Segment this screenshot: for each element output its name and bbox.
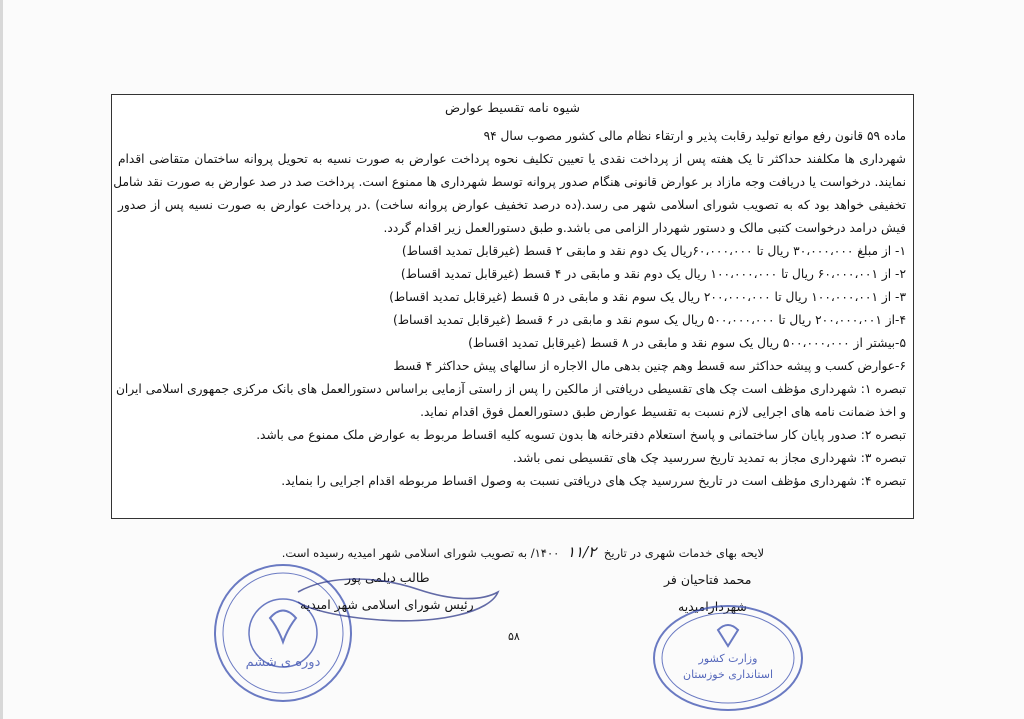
paragraph-line: شهرداری ها مکلفند حداکثر تا یک هفته پس از پرداخت نقدی یا تعیین تکلیف نحوه پرداخت عوارض به صورت نسیه به تحویل پروانه ساختمان متقاضی اقدام xyxy=(118,152,906,166)
mayor-title: شهردارامیدیه xyxy=(678,599,747,614)
paragraph-line: فیش درامد درخواست کتبی مالک و دستور شهردار الزامی می باشد.و طبق دستورالعمل زیر اقدام گردد. xyxy=(383,221,906,235)
paragraph-line: نمایند. درخواست یا دریافت وجه مازاد بر عوارض قانونی هنگام صدور پروانه توسط شهرداری ها ممنوع است. پرداخت صد در صد عوارض به صورت نقد شامل xyxy=(113,175,906,189)
list-item: ۳- از ۱۰۰،۰۰۰،۰۰۱ ریال تا ۲۰۰،۰۰۰،۰۰۰ ریال یک سوم نقد و مابقی در ۵ قسط (غیرقابل تمدید اقساط) xyxy=(389,290,906,304)
note-line: و اخذ ضمانت نامه های اجرایی لازم نسبت به تقسیط عوارض طبق دستورالعمل فوق اقدام نماید. xyxy=(420,405,906,419)
paragraph-line: ماده ۵۹ قانون رفع موانع تولید رقابت پذیر و ارتقاء نظام مالی کشور مصوب سال ۹۴ xyxy=(483,129,906,143)
note-line: تبصره ۱: شهرداری مؤظف است چک های تقسیطی دریافتی از مالکین را پس از راستی آزمایی براساس دستورالعمل های بانک مرکزی جمهوری اسلامی ایران xyxy=(115,382,906,396)
list-item: ۶-عوارض کسب و پیشه حداکثر سه قسط وهم چنین بدهی مال الاجاره از سالهای پیش حداکثر ۴ قسط xyxy=(393,359,906,373)
list-item: ۱- از مبلغ ۳۰،۰۰۰،۰۰۰ ریال تا ۶۰،۰۰۰،۰۰۰ریال یک دوم نقد و مابقی ۲ قسط (غیرقابل تمدید اقساط) xyxy=(401,244,906,258)
note-line: تبصره ۴: شهرداری مؤظف است در تاریخ سررسید چک های دریافتی نسبت به وصول اقساط مربوطه اقدام اجرایی را بنماید. xyxy=(281,474,906,488)
mayor-name: محمد فتاحیان فر xyxy=(664,572,752,587)
paragraph-line: تخفیفی خواهد بود که به تصویب شورای اسلامی شهر می رسد.(ده درصد تخفیف عوارض پروانه ساخت) .در پرداخت عوارض به صورت نسیه پس از صدور xyxy=(118,198,906,212)
approval-note-end: ۱۴۰۰/ به تصویب شورای اسلامی شهر امیدیه رسیده است. xyxy=(281,546,560,560)
list-item: ۵-بیشتر از ۵۰۰،۰۰۰،۰۰۰ ریال یک سوم نقد و مابقی در ۸ قسط (غیرقابل تمدید اقساط) xyxy=(468,336,906,350)
approval-date: ۱۱/۲ xyxy=(567,543,597,561)
svg-text:دوره ی ششم: دوره ی ششم xyxy=(245,655,321,670)
page-number: ۵۸ xyxy=(508,630,520,643)
svg-text:وزارت کشور: وزارت کشور xyxy=(698,652,758,665)
council-head-name: طالب دیلمی پور xyxy=(345,570,430,585)
municipality-stamp xyxy=(648,600,808,715)
list-item: ۴-از ۲۰۰،۰۰۰،۰۰۱ ریال تا ۵۰۰،۰۰۰،۰۰۰ ریال یک سوم نقد و مابقی در ۶ قسط (غیرقابل تمدید اقساط) xyxy=(392,313,906,327)
council-signature xyxy=(290,572,505,632)
document-title: شیوه نامه تقسیط عوارض xyxy=(445,100,580,115)
list-item: ۲- از ۶۰،۰۰۰،۰۰۱ ریال تا ۱۰۰،۰۰۰،۰۰۰ ریال یک دوم نقد و مابقی در ۴ قسط (غیرقابل تمدید اقساط) xyxy=(400,267,906,281)
svg-text:استانداری خوزستان: استانداری خوزستان xyxy=(682,668,774,681)
note-line: تبصره ۲: صدور پایان کار ساختمانی و پاسخ استعلام دفترخانه ها بدون تسویه کلیه اقساط مربوط به عوارض ملک ممنوع می باشد. xyxy=(256,428,906,442)
note-line: تبصره ۳: شهرداری مجاز به تمدید تاریخ سررسید چک های تقسیطی نمی باشد. xyxy=(512,451,906,465)
approval-note-start: لایحه بهای خدمات شهری در تاریخ xyxy=(603,546,764,560)
council-head-title: رئیس شورای اسلامی شهر امیدیه xyxy=(300,597,474,612)
